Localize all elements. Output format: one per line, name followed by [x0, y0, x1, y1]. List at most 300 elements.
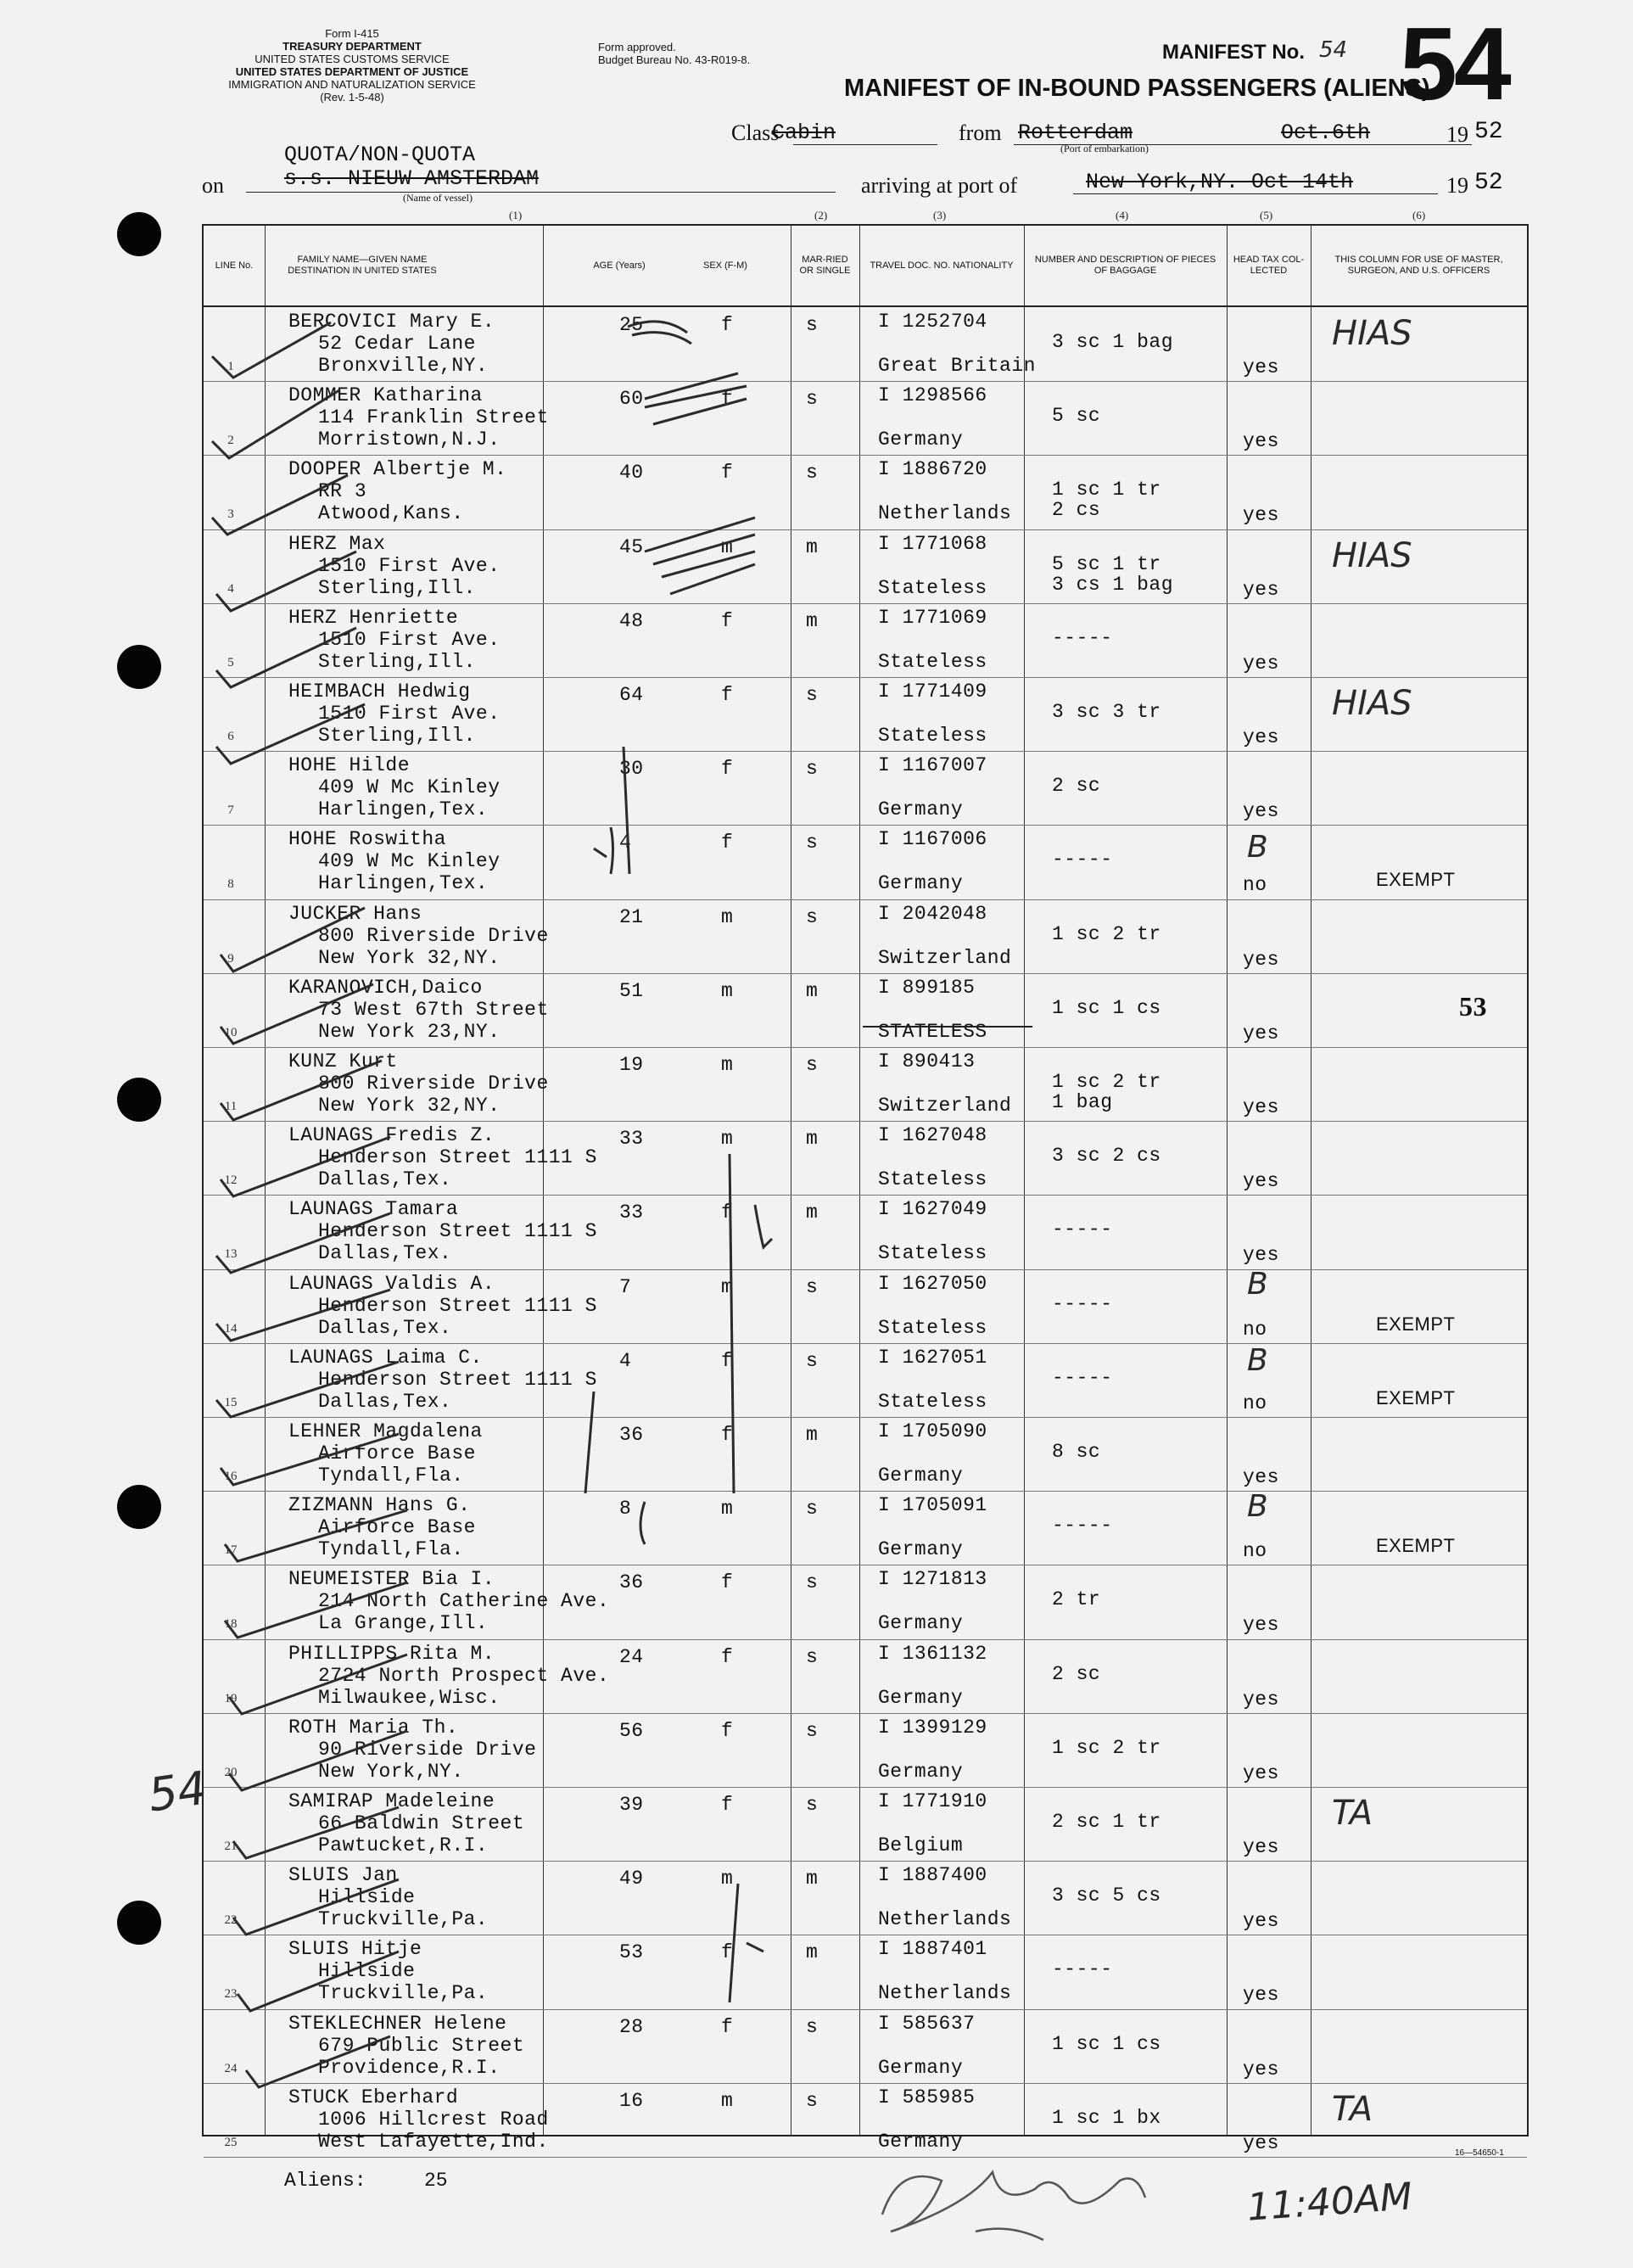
baggage-line-1: -----: [1052, 1218, 1113, 1241]
age: 51: [619, 979, 644, 1002]
officer-note: TA: [1332, 2089, 1373, 2129]
marital-status: s: [806, 1275, 819, 1298]
travel-doc-number: I 1627048: [878, 1124, 987, 1147]
passenger-name: SLUIS Hitje: [288, 1938, 422, 1961]
address-city: Milwaukee,Wisc.: [318, 1686, 501, 1709]
sex: f: [721, 1424, 734, 1446]
table-row: [204, 1639, 1527, 1714]
col-header-marital: MAR-RIED OR SINGLE: [799, 255, 851, 276]
head-tax: yes: [1243, 1466, 1279, 1488]
address-street: Airforce Base: [318, 1442, 476, 1464]
line-number: 16: [224, 1470, 238, 1483]
arrival-port-date: New York,NY. Oct 14th: [1086, 170, 1354, 194]
line-number: 2: [227, 434, 234, 448]
head-tax: yes: [1243, 1984, 1279, 2007]
sex: f: [721, 462, 734, 484]
col-header-sex: SEX (F-M): [703, 260, 747, 271]
nationality: Stateless: [878, 1242, 987, 1265]
baggage-line-1: 3 sc 1 bag: [1052, 331, 1174, 353]
passenger-name: LAUNAGS Valdis A.: [288, 1272, 495, 1295]
address-city: Dallas,Tex.: [318, 1168, 452, 1191]
address-street: 1510 First Ave.: [318, 703, 501, 725]
year-value: 52: [1474, 119, 1503, 145]
address-city: La Grange,Ill.: [318, 1612, 489, 1635]
marital-status: m: [806, 1201, 819, 1224]
nationality: Stateless: [878, 650, 987, 673]
table-row: [204, 899, 1527, 974]
passenger-name: PHILLIPPS Rita M.: [288, 1642, 495, 1665]
age: 4: [619, 1349, 632, 1372]
address-city: Harlingen,Tex.: [318, 872, 489, 895]
travel-doc-number: I 1887400: [878, 1864, 987, 1887]
age: 21: [619, 905, 644, 928]
officer-note: 53: [1459, 990, 1487, 1022]
passenger-name: ZIZMANN Hans G.: [288, 1494, 471, 1517]
approval-info: [598, 41, 750, 66]
sex: f: [721, 1941, 734, 1964]
address-city: Sterling,Ill.: [318, 725, 476, 747]
travel-doc-number: I 1298566: [878, 384, 987, 407]
sex: f: [721, 609, 734, 632]
aliens-count: 25: [424, 2170, 448, 2192]
travel-doc-number: I 1705090: [878, 1420, 987, 1442]
baggage-line-1: -----: [1052, 848, 1113, 871]
passenger-name: STUCK Eberhard: [288, 2086, 459, 2108]
marital-status: s: [806, 314, 819, 336]
table-row: [204, 973, 1527, 1048]
address-street: 73 West 67th Street: [318, 998, 549, 1021]
officer-note: EXEMPT: [1376, 1313, 1456, 1335]
punch-hole: [117, 1485, 161, 1529]
officer-note: EXEMPT: [1376, 869, 1456, 891]
marital-status: s: [806, 1498, 819, 1520]
baggage-line-1: 5 sc 1 tr: [1052, 552, 1161, 575]
nationality: Netherlands: [878, 502, 1012, 525]
marital-status: s: [806, 758, 819, 781]
vessel-name: s.s. NIEUW AMSTERDAM: [284, 166, 540, 191]
head-tax: yes: [1243, 652, 1279, 675]
line-number: 14: [224, 1321, 238, 1336]
head-tax: yes: [1243, 1688, 1279, 1711]
marital-status: s: [806, 1794, 819, 1816]
officer-note: HIAS: [1332, 314, 1412, 353]
officer-note: EXEMPT: [1376, 1535, 1456, 1557]
address-street: 90 Riverside Drive: [318, 1738, 537, 1761]
col-number: (6): [1412, 209, 1426, 221]
age: 30: [619, 758, 644, 781]
marital-status: s: [806, 1571, 819, 1594]
form-justice: UNITED STATES DEPARTMENT OF JUSTICE: [235, 65, 469, 78]
marital-status: s: [806, 1719, 819, 1742]
address-city: Harlingen,Tex.: [318, 798, 489, 821]
signature: [865, 2138, 1222, 2257]
passenger-name: LAUNAGS Laima C.: [288, 1346, 483, 1369]
baggage-line-1: 3 sc 2 cs: [1052, 1145, 1161, 1168]
table-row: [204, 1565, 1527, 1639]
table-row: [204, 1269, 1527, 1344]
depart-date: Oct.6th: [1281, 120, 1371, 145]
line-number: 25: [224, 2135, 238, 2149]
arriving-label: arriving at port of: [861, 173, 1018, 198]
handwritten-b: B: [1247, 1343, 1268, 1378]
travel-doc-number: I 585985: [878, 2086, 976, 2108]
head-tax: yes: [1243, 1096, 1279, 1118]
baggage-line-1: 1 sc 2 tr: [1052, 1071, 1161, 1093]
travel-doc-number: I 1771910: [878, 1790, 987, 1812]
head-tax: yes: [1243, 1170, 1279, 1193]
address-street: 66 Baldwin Street: [318, 1812, 525, 1834]
address-street: Henderson Street 1111 S: [318, 1368, 597, 1391]
age: 28: [619, 2015, 644, 2038]
sex: m: [721, 1128, 734, 1151]
travel-doc-number: I 899185: [878, 976, 976, 999]
line-number: 18: [224, 1617, 238, 1632]
nationality: Germany: [878, 428, 964, 451]
vessel-label: (Name of vessel): [403, 192, 473, 204]
line-number: 21: [224, 1840, 238, 1853]
table-row: [204, 1121, 1527, 1196]
age: 7: [619, 1275, 632, 1298]
marital-status: s: [806, 1349, 819, 1372]
line-number: 12: [224, 1173, 238, 1188]
sex: f: [721, 1201, 734, 1224]
age: 33: [619, 1201, 644, 1224]
table-row: [204, 455, 1527, 529]
address-city: Morristown,N.J.: [318, 428, 501, 451]
col-header-name: FAMILY NAME—GIVEN NAME DESTINATION IN UNITED STATES: [288, 255, 437, 276]
passenger-name: BERCOVICI Mary E.: [288, 311, 495, 333]
sex: f: [721, 388, 734, 411]
baggage-line-1: 3 sc 5 cs: [1052, 1884, 1161, 1907]
baggage-line-1: 1 sc 1 tr: [1052, 479, 1161, 501]
head-tax: yes: [1243, 726, 1279, 748]
table-row: [204, 1195, 1527, 1269]
line-number: 11: [224, 1100, 238, 1113]
officer-note: TA: [1332, 1794, 1373, 1833]
line-number: 10: [224, 1025, 238, 1039]
on-label: on: [202, 173, 224, 198]
address-street: 409 W Mc Kinley: [318, 776, 501, 799]
marital-status: s: [806, 1054, 819, 1076]
baggage-line-1: -----: [1052, 626, 1113, 649]
head-tax: no: [1243, 1318, 1267, 1341]
col-header-officers: THIS COLUMN FOR USE OF MASTER, SURGEON, AND U.S. OFFICERS: [1334, 255, 1503, 276]
sex: m: [721, 1498, 734, 1520]
quota-label: QUOTA/NON-QUOTA: [284, 143, 476, 167]
col-header-tax: HEAD TAX COL-LECTED: [1233, 255, 1305, 276]
baggage-line-1: 1 sc 1 cs: [1052, 996, 1161, 1019]
table-row: [204, 1861, 1527, 1935]
travel-doc-number: I 1886720: [878, 458, 987, 481]
baggage-line-2: 1 bag: [1052, 1091, 1113, 1113]
sex: m: [721, 2089, 734, 2112]
passenger-name: ROTH Maria Th.: [288, 1716, 459, 1739]
age: 53: [619, 1941, 644, 1964]
address-city: Atwood,Kans.: [318, 502, 464, 525]
table-row: [204, 825, 1527, 899]
address-street: 2724 North Prospect Ave.: [318, 1664, 610, 1687]
nationality: Great Britain: [878, 355, 1036, 377]
line-number: 7: [227, 804, 234, 818]
sex: m: [721, 1275, 734, 1298]
passenger-name: KUNZ Kurt: [288, 1050, 398, 1072]
baggage-line-2: 3 cs 1 bag: [1052, 573, 1174, 596]
col-number: (1): [509, 209, 523, 221]
line-number: 24: [224, 2061, 238, 2075]
travel-doc-number: I 1771069: [878, 606, 987, 629]
line-number: 6: [227, 730, 234, 743]
head-tax: yes: [1243, 1910, 1279, 1933]
from-label: from: [959, 120, 1002, 145]
nationality: Stateless: [878, 1316, 987, 1339]
baggage-line-1: 3 sc 3 tr: [1052, 701, 1161, 723]
age: 8: [619, 1498, 632, 1520]
address-city: Dallas,Tex.: [318, 1390, 452, 1413]
head-tax: no: [1243, 874, 1267, 897]
passenger-name: DOOPER Albertje M.: [288, 458, 507, 481]
sex: f: [721, 1349, 734, 1372]
head-tax: yes: [1243, 1836, 1279, 1858]
punch-hole: [117, 645, 161, 689]
passenger-name: HOHE Hilde: [288, 754, 411, 777]
marital-status: m: [806, 609, 819, 632]
address-street: 1510 First Ave.: [318, 554, 501, 577]
marital-status: s: [806, 2015, 819, 2038]
address-street: 679 Public Street: [318, 2034, 525, 2057]
travel-doc-number: I 1771409: [878, 680, 987, 703]
address-street: Airforce Base: [318, 1516, 476, 1539]
address-city: Bronxville,NY.: [318, 355, 489, 377]
line-number: 9: [227, 951, 234, 966]
passenger-name: SAMIRAP Madeleine: [288, 1790, 495, 1812]
travel-doc-number: I 1627049: [878, 1198, 987, 1221]
baggage-line-1: 1 sc 1 bx: [1052, 2106, 1161, 2129]
sex: m: [721, 1868, 734, 1890]
col-header-doc: TRAVEL DOC. NO. NATIONALITY: [870, 260, 1014, 271]
nationality: Stateless: [878, 576, 987, 599]
baggage-line-1: -----: [1052, 1366, 1113, 1389]
age: 16: [619, 2089, 644, 2112]
address-city: Sterling,Ill.: [318, 650, 476, 673]
baggage-line-1: 8 sc: [1052, 1441, 1101, 1463]
address-street: 800 Riverside Drive: [318, 924, 549, 947]
head-tax: yes: [1243, 800, 1279, 823]
nationality: Stateless: [878, 725, 987, 747]
officer-note: HIAS: [1332, 535, 1412, 575]
address-city: New York 23,NY.: [318, 1020, 501, 1043]
marital-status: m: [806, 1128, 819, 1151]
passenger-name: HERZ Max: [288, 532, 386, 555]
age: 49: [619, 1868, 644, 1890]
head-tax: yes: [1243, 1022, 1279, 1044]
age: 40: [619, 462, 644, 484]
sex: f: [721, 1571, 734, 1594]
age: 33: [619, 1128, 644, 1151]
address-street: 800 Riverside Drive: [318, 1072, 549, 1095]
line-number: 20: [224, 1765, 238, 1779]
passenger-name: LEHNER Magdalena: [288, 1420, 483, 1442]
table-row: [204, 1047, 1527, 1122]
form-info: [199, 27, 505, 104]
marital-status: s: [806, 684, 819, 706]
form-code: 16—54650-1: [1455, 2148, 1504, 2158]
marital-status: m: [806, 979, 819, 1002]
form-id: Form I-415: [325, 27, 379, 40]
age: 24: [619, 1645, 644, 1668]
passenger-name: STEKLECHNER Helene: [288, 2012, 507, 2035]
age: 4: [619, 832, 632, 854]
address-street: Hillside: [318, 1886, 416, 1909]
travel-doc-number: I 1705091: [878, 1494, 987, 1517]
from-value: Rotterdam: [1018, 120, 1133, 145]
nationality: Switzerland: [878, 1095, 1012, 1117]
line-number: 23: [224, 1987, 238, 2002]
time-note: 11:40AM: [1245, 2175, 1414, 2230]
age: 48: [619, 609, 644, 632]
nationality: Germany: [878, 1612, 964, 1635]
marital-status: s: [806, 832, 819, 854]
manifest-number: 54: [1400, 6, 1508, 121]
travel-doc-number: I 890413: [878, 1050, 976, 1072]
line-number: 13: [224, 1247, 238, 1262]
table-row: [204, 603, 1527, 678]
age: 36: [619, 1571, 644, 1594]
manifest-number-handwritten: 54: [1319, 37, 1348, 63]
address-city: Dallas,Tex.: [318, 1242, 452, 1265]
address-street: 1006 Hillcrest Road: [318, 2108, 549, 2131]
table-row: [204, 529, 1527, 604]
table-row: [204, 2009, 1527, 2084]
nationality: Stateless: [878, 1168, 987, 1191]
marital-status: s: [806, 462, 819, 484]
nationality: Germany: [878, 1538, 964, 1561]
table-row: [204, 1417, 1527, 1492]
marital-status: s: [806, 1645, 819, 1668]
line-number: 4: [227, 581, 234, 596]
table-row: [204, 1713, 1527, 1788]
marital-status: s: [806, 905, 819, 928]
head-tax: yes: [1243, 2058, 1279, 2080]
head-tax: yes: [1243, 578, 1279, 601]
travel-doc-number: I 1771068: [878, 532, 987, 555]
head-tax: no: [1243, 1540, 1267, 1563]
address-city: Tyndall,Fla.: [318, 1538, 464, 1561]
address-street: Henderson Street 1111 S: [318, 1146, 597, 1169]
baggage-line-1: -----: [1052, 1515, 1113, 1537]
form-dept: TREASURY DEPARTMENT: [282, 40, 422, 53]
punch-hole: [117, 1078, 161, 1122]
nationality: Belgium: [878, 1834, 964, 1856]
age: 56: [619, 1719, 644, 1742]
col-number: (2): [814, 209, 828, 221]
year-prefix: 19: [1446, 122, 1468, 147]
travel-doc-number: I 1252704: [878, 311, 987, 333]
nationality: STATELESS: [878, 1020, 987, 1043]
marital-status: m: [806, 1941, 819, 1964]
age: 64: [619, 684, 644, 706]
address-city: Providence,R.I.: [318, 2056, 501, 2079]
sex: f: [721, 832, 734, 854]
table-row: [204, 1491, 1527, 1565]
nationality: Germany: [878, 1464, 964, 1487]
age: 25: [619, 314, 644, 336]
passenger-name: LAUNAGS Tamara: [288, 1198, 459, 1221]
travel-doc-number: I 1271813: [878, 1568, 987, 1591]
address-city: West Lafayette,Ind.: [318, 2130, 549, 2153]
form-service: UNITED STATES CUSTOMS SERVICE: [254, 53, 450, 65]
address-street: 214 North Catherine Ave.: [318, 1590, 610, 1613]
port-embark-label: (Port of embarkation): [1060, 143, 1149, 154]
sex: m: [721, 905, 734, 928]
manifest-title: MANIFEST OF IN-BOUND PASSENGERS (ALIENS): [844, 75, 1430, 102]
passenger-name: KARANOVICH,Daico: [288, 976, 483, 999]
nationality: Germany: [878, 798, 964, 821]
passenger-name: NEUMEISTER Bia I.: [288, 1568, 495, 1591]
line-number: 1: [227, 360, 234, 373]
baggage-line-1: 1 sc 1 cs: [1052, 2032, 1161, 2055]
address-street: Henderson Street 1111 S: [318, 1294, 597, 1317]
address-street: RR 3: [318, 480, 367, 503]
table-row: [204, 677, 1527, 752]
address-city: Truckville,Pa.: [318, 1982, 489, 2005]
nationality: Switzerland: [878, 946, 1012, 969]
year-value-2: 52: [1474, 170, 1503, 196]
baggage-line-1: 2 sc: [1052, 775, 1101, 798]
col-number: (5): [1260, 209, 1273, 221]
address-city: Truckville,Pa.: [318, 1908, 489, 1931]
address-city: Tyndall,Fla.: [318, 1464, 464, 1487]
sex: f: [721, 684, 734, 706]
baggage-line-1: 1 sc 2 tr: [1052, 1736, 1161, 1759]
marital-status: m: [806, 1868, 819, 1890]
table-row: [204, 1343, 1527, 1418]
marital-status: s: [806, 388, 819, 411]
head-tax: yes: [1243, 948, 1279, 971]
age: 19: [619, 1054, 644, 1076]
sex: m: [721, 979, 734, 1002]
passenger-name: DOMMER Katharina: [288, 384, 483, 407]
head-tax: yes: [1243, 356, 1279, 378]
marital-status: m: [806, 1424, 819, 1446]
table-row: [204, 381, 1527, 456]
baggage-line-2: 2 cs: [1052, 499, 1101, 522]
address-city: Dallas,Tex.: [318, 1316, 452, 1339]
head-tax: yes: [1243, 1244, 1279, 1267]
travel-doc-number: I 1627050: [878, 1272, 987, 1295]
line-number: 3: [227, 507, 234, 522]
punch-hole: [117, 212, 161, 256]
address-street: Henderson Street 1111 S: [318, 1220, 597, 1243]
col-header-age: AGE (Years): [593, 260, 646, 271]
baggage-line-1: -----: [1052, 1958, 1113, 1981]
address-street: Hillside: [318, 1960, 416, 1983]
baggage-line-1: 2 tr: [1052, 1588, 1101, 1611]
head-tax: yes: [1243, 1761, 1279, 1784]
col-header-baggage: NUMBER AND DESCRIPTION OF PIECES OF BAGGAGE: [1034, 255, 1216, 276]
travel-doc-number: I 1887401: [878, 1938, 987, 1961]
passenger-name: LAUNAGS Fredis Z.: [288, 1124, 495, 1147]
nationality: Netherlands: [878, 1982, 1012, 2005]
age: 60: [619, 388, 644, 411]
travel-doc-number: I 1361132: [878, 1642, 987, 1665]
address-street: 114 Franklin Street: [318, 406, 549, 429]
age: 45: [619, 535, 644, 558]
nationality: Germany: [878, 1760, 964, 1783]
baggage-line-1: -----: [1052, 1292, 1113, 1315]
travel-doc-number: I 1399129: [878, 1716, 987, 1739]
margin-note: 54: [144, 1761, 210, 1823]
address-street: 409 W Mc Kinley: [318, 850, 501, 873]
